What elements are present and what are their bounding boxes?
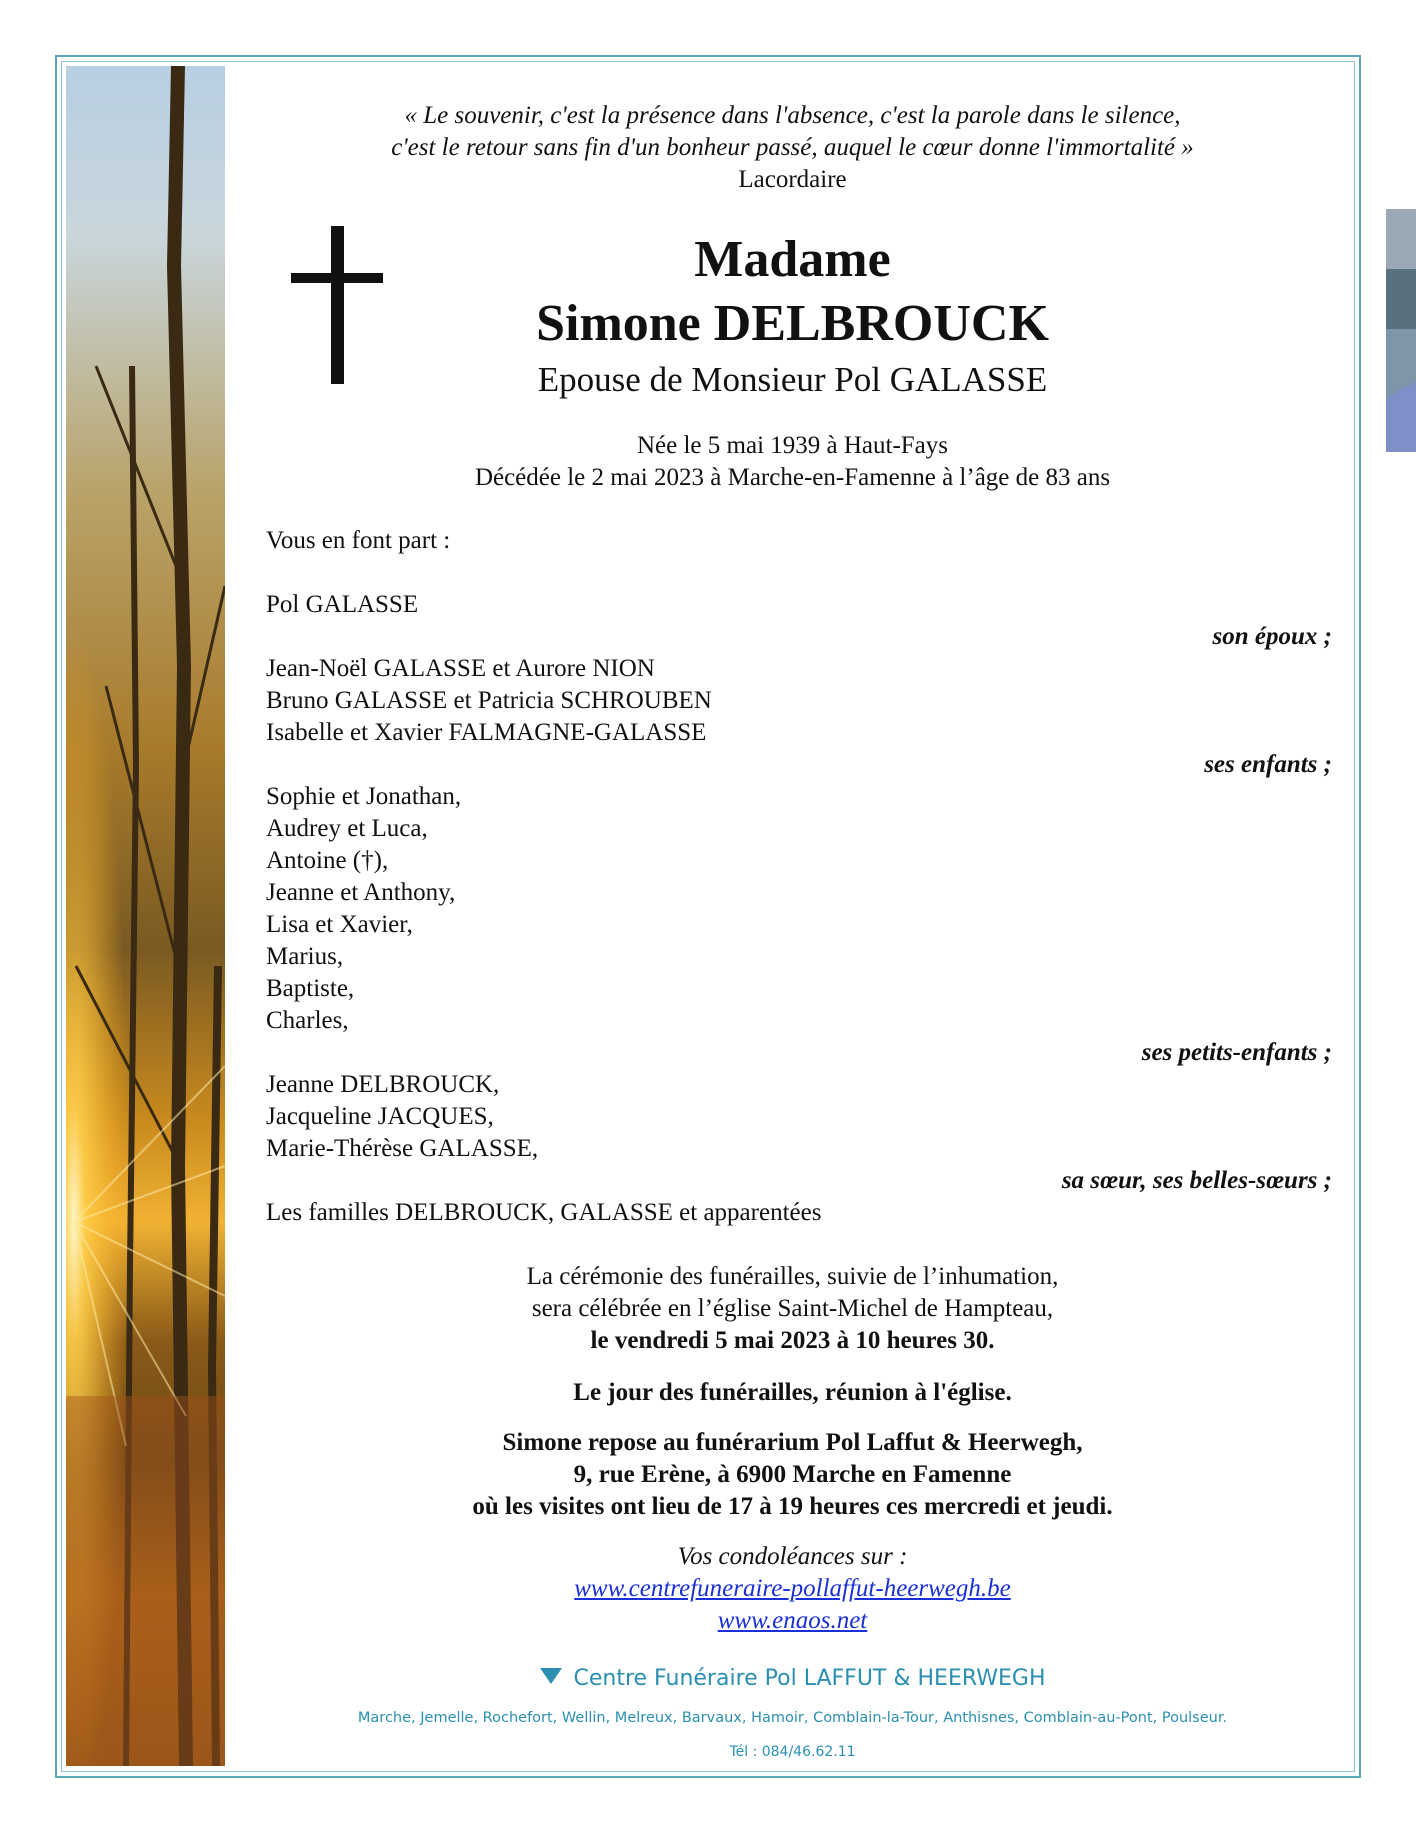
quote-line-2: c'est le retour sans fin d'un bonheur passé, auquel le cœur donne l'immortalité » [391,134,1194,161]
family-name: Marie-Thérèse GALASSE, [266,1135,539,1162]
company-name [230,1666,1355,1691]
family-name: Marius, [266,943,344,970]
deceased-name: Simone DELBROUCK [536,295,1049,352]
birth-info: Née le 5 mai 1939 à Haut-Fays [636,432,949,459]
rest-line-2: 9, rue Erène, à 6900 Marche en Famenne [573,1461,1012,1488]
family-name: Audrey et Luca, [266,815,428,842]
quote-line-1: « Le souvenir, c'est la présence dans l'absence, c'est la parole dans le silence, [404,102,1181,129]
honorific: Madame [694,231,891,288]
company-name-text: Centre Funéraire Pol LAFFUT & HEERWEGH [573,1666,1046,1691]
ceremony-line-2: sera célébrée en l’église Saint-Michel de Hampteau, [531,1295,1054,1322]
family-name: Bruno GALASSE et Patricia SCHROUBEN [266,687,712,714]
ceremony-info [230,1261,1355,1357]
role-grandchildren: ses petits-enfants ; [1141,1039,1332,1066]
condolences-link-enaos[interactable]: www.enaos.net [717,1607,868,1634]
family-group-grandchildren [266,781,461,1037]
family-name: Pol GALASSE [266,591,419,618]
family-group-sisters [266,1069,538,1165]
quote [230,100,1355,196]
role-spouse: son époux ; [1212,623,1332,650]
company-phone: Tél : 084/46.62.11 [729,1744,856,1760]
funeral-home-info [230,1427,1355,1523]
triangle-down-icon [540,1668,562,1684]
condolences-label: Vos condoléances sur : [677,1543,908,1570]
meeting-info: Le jour des funérailles, réunion à l'église. [573,1379,1012,1406]
family-name: Charles, [266,1007,349,1034]
autumn-trees-photo [66,66,225,1766]
ceremony-date: le vendredi 5 mai 2023 à 10 heures 30. [590,1327,995,1354]
company-towns: Marche, Jemelle, Rochefort, Wellin, Melreux, Barvaux, Hamoir, Comblain-la-Tour, Anthisnes, Comblain-au-Pont, Poulseur. [357,1710,1228,1726]
ceremony-line-1: La cérémonie des funérailles, suivie de l’inhumation, [526,1263,1059,1290]
family-name: Antoine (†), [266,847,389,874]
role-sisters: sa sœur, ses belles-sœurs ; [1061,1167,1332,1194]
family-name: Jeanne et Anthony, [266,879,456,906]
family-name: Isabelle et Xavier FALMAGNE-GALASSE [266,719,707,746]
family-group-children [266,653,712,749]
quote-author: Lacordaire [738,166,847,193]
rest-line-3: où les visites ont lieu de 17 à 19 heures ces mercredi et jeudi. [472,1493,1113,1520]
families-line: Les familles DELBROUCK, GALASSE et apparentées [266,1199,822,1226]
family-name: Jeanne DELBROUCK, [266,1071,500,1098]
rest-line-1: Simone repose au funérarium Pol Laffut & Heerwegh, [502,1429,1083,1456]
family-group-spouse [266,589,418,621]
intro-text: Vous en font part : [266,527,451,554]
obituary-content [230,0,1355,1833]
death-info: Décédée le 2 mai 2023 à Marche-en-Famenne à l’âge de 83 ans [474,464,1111,491]
family-name: Lisa et Xavier, [266,911,413,938]
condolences-link-funeral-center[interactable]: www.centrefuneraire-pollaffut-heerwegh.be [574,1575,1011,1602]
family-name: Jacqueline JACQUES, [266,1103,494,1130]
family-name: Jean-Noël GALASSE et Aurore NION [266,655,655,682]
portrait-photo [1386,209,1416,452]
family-name: Baptiste, [266,975,355,1002]
life-dates [230,430,1355,494]
role-children: ses enfants ; [1204,751,1332,778]
condolences [230,1541,1355,1637]
family-name: Sophie et Jonathan, [266,783,462,810]
spouse-line: Epouse de Monsieur Pol GALASSE [537,360,1048,399]
